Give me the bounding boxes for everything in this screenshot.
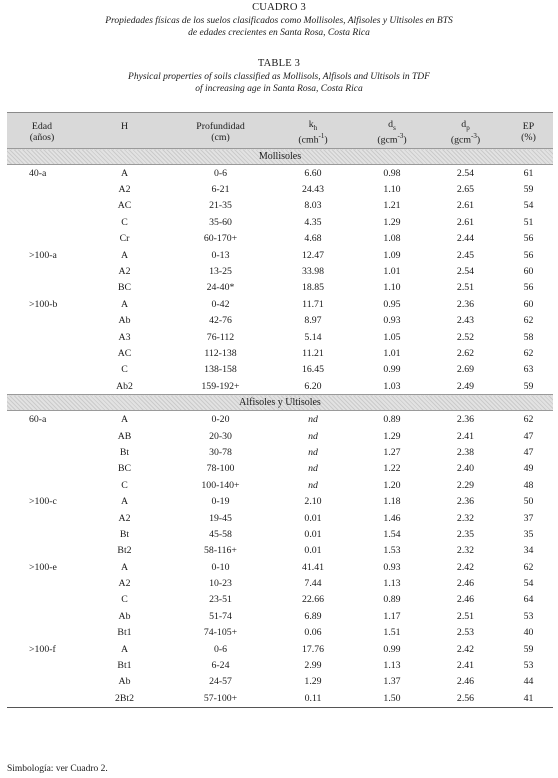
cell-h: A bbox=[120, 249, 129, 261]
cell-ep: 37 bbox=[523, 512, 534, 524]
cell-dp: 2.61 bbox=[456, 200, 475, 212]
cell-h: Bt2 bbox=[117, 545, 132, 557]
table-row bbox=[7, 657, 553, 673]
cell-ep: 49 bbox=[523, 463, 534, 475]
cell-profundidad: 23-51 bbox=[209, 594, 232, 606]
cell-ds: 1.08 bbox=[383, 233, 401, 245]
cell-profundidad: 35-60 bbox=[209, 216, 232, 228]
cell-profundidad: 58-116+ bbox=[204, 545, 237, 557]
cell-edad bbox=[7, 543, 77, 559]
col-h: H bbox=[77, 113, 172, 133]
cell-ds: 1.17 bbox=[383, 610, 401, 622]
cell-h: AC bbox=[117, 200, 132, 212]
cell-profundidad: 112-138 bbox=[204, 347, 237, 359]
cell-ds: 1.50 bbox=[357, 690, 427, 707]
table-row bbox=[7, 411, 553, 428]
table-row bbox=[7, 625, 553, 641]
cell-ep: 41 bbox=[504, 690, 553, 707]
cell-edad bbox=[7, 231, 77, 247]
cell-h: A bbox=[120, 561, 129, 573]
unit-ep: (%) bbox=[504, 132, 553, 149]
cell-ep: 53 bbox=[523, 610, 534, 622]
cell-dp: 2.41 bbox=[456, 430, 475, 442]
cell-kh: 0.06 bbox=[304, 627, 322, 639]
cell-ds: 1.20 bbox=[383, 479, 401, 491]
cell-kh: 0.11 bbox=[269, 690, 357, 707]
cell-ep: 64 bbox=[523, 594, 534, 606]
cell-ds: 1.21 bbox=[383, 200, 401, 212]
cell-profundidad: 76-112 bbox=[206, 331, 235, 343]
cell-h: A2 bbox=[118, 266, 131, 278]
cell-h: Ab2 bbox=[116, 380, 133, 392]
cell-dp: 2.53 bbox=[456, 627, 475, 639]
cell-kh: 2.10 bbox=[304, 496, 322, 508]
cell-edad: 40-a bbox=[29, 167, 47, 179]
table-row bbox=[7, 198, 553, 214]
cell-ds: 0.95 bbox=[383, 298, 401, 310]
table-row bbox=[7, 214, 553, 230]
cell-h: A bbox=[120, 643, 129, 655]
cuadro-subtitle-line-2: de edades crecientes en Santa Rosa, Costa Rica bbox=[188, 28, 370, 38]
cell-kh: 0.01 bbox=[304, 545, 322, 557]
cell-edad bbox=[7, 657, 77, 673]
cell-h: Bt1 bbox=[117, 627, 132, 639]
cell-ds: 1.10 bbox=[383, 184, 401, 196]
cell-kh: 5.14 bbox=[304, 331, 322, 343]
cell-h: Bt bbox=[119, 446, 130, 458]
cell-ep: 56 bbox=[523, 282, 534, 294]
section-header-row bbox=[7, 149, 553, 165]
cell-dp: 2.36 bbox=[456, 414, 475, 426]
cell-profundidad: 42-76 bbox=[209, 315, 232, 327]
table-row bbox=[7, 575, 553, 591]
cell-ep: 59 bbox=[523, 643, 534, 655]
cell-ds: 1.54 bbox=[383, 528, 401, 540]
cell-ep: 62 bbox=[523, 315, 534, 327]
soil-properties-table bbox=[7, 112, 553, 708]
cell-edad bbox=[7, 526, 77, 542]
table-row bbox=[7, 690, 553, 707]
cell-ep: 35 bbox=[523, 528, 534, 540]
cell-profundidad: 19-45 bbox=[209, 512, 232, 524]
cell-h: A bbox=[120, 298, 129, 310]
table-title: TABLE 3 bbox=[257, 58, 301, 69]
cell-ep: 62 bbox=[523, 347, 534, 359]
cell-kh: 11.71 bbox=[302, 298, 324, 310]
cell-edad bbox=[7, 428, 77, 444]
cell-h: BC bbox=[117, 282, 132, 294]
cell-edad: >100-f bbox=[29, 643, 56, 655]
col-profundidad: Profundidad bbox=[172, 113, 269, 133]
cell-dp: 2.42 bbox=[456, 561, 475, 573]
cell-dp: 2.42 bbox=[456, 643, 475, 655]
table-row bbox=[7, 592, 553, 608]
cell-profundidad: 78-100 bbox=[206, 463, 235, 475]
col-ep: EP bbox=[504, 113, 553, 133]
table-row bbox=[7, 313, 553, 329]
cell-dp: 2.54 bbox=[456, 167, 475, 179]
cell-h: 2Bt2 bbox=[77, 690, 172, 707]
cell-profundidad: 13-25 bbox=[209, 266, 232, 278]
cell-edad bbox=[7, 608, 77, 624]
cell-profundidad: 74-105+ bbox=[203, 627, 238, 639]
cell-dp: 2.65 bbox=[456, 184, 475, 196]
cell-kh: 12.47 bbox=[301, 249, 325, 261]
cell-profundidad: 24-40* bbox=[206, 282, 235, 294]
table-row bbox=[7, 280, 553, 296]
cell-kh: 8.97 bbox=[304, 315, 322, 327]
table-row bbox=[7, 510, 553, 526]
cuadro-subtitle-line-1: Propiedades físicas de los suelos clasificados como Mollisoles, Alfisoles y Ultisoles en BTS bbox=[105, 16, 453, 26]
cell-ds: 1.01 bbox=[383, 347, 401, 359]
cell-profundidad: 21-35 bbox=[209, 200, 232, 212]
table-row bbox=[7, 641, 553, 657]
cell-h: Bt1 bbox=[117, 660, 132, 672]
cell-ep: 34 bbox=[523, 545, 534, 557]
cell-h: Cr bbox=[119, 233, 130, 245]
cell-dp: 2.46 bbox=[456, 676, 475, 688]
cell-dp: 2.51 bbox=[456, 282, 475, 294]
table-row bbox=[7, 181, 553, 197]
cell-profundidad: 0-42 bbox=[211, 298, 230, 310]
table-subtitle-line-1: Physical properties of soils classified as Mollisols, Alfisols and Ultisols in TDF bbox=[128, 72, 430, 82]
cell-dp: 2.49 bbox=[456, 380, 475, 392]
cell-h: Ab bbox=[118, 315, 131, 327]
cell-profundidad: 0-10 bbox=[211, 561, 230, 573]
unit-edad: (años) bbox=[7, 132, 77, 149]
cell-dp: 2.46 bbox=[456, 594, 475, 606]
cell-ep: 59 bbox=[523, 380, 534, 392]
table-row bbox=[7, 444, 553, 460]
cell-ep: 54 bbox=[523, 578, 534, 590]
cell-edad: 60-a bbox=[29, 414, 47, 426]
cell-dp: 2.61 bbox=[456, 216, 475, 228]
table-row bbox=[7, 543, 553, 559]
cell-kh: nd bbox=[308, 479, 318, 491]
cell-profundidad: 159-192+ bbox=[201, 380, 240, 392]
cell-kh: 6.89 bbox=[304, 610, 322, 622]
cell-dp: 2.45 bbox=[456, 249, 475, 261]
cell-ds: 1.01 bbox=[383, 266, 401, 278]
cell-dp: 2.29 bbox=[456, 479, 475, 491]
cell-edad bbox=[7, 575, 77, 591]
cell-profundidad: 6-24 bbox=[211, 660, 230, 672]
cell-kh: 22.66 bbox=[301, 594, 325, 606]
cell-ds: 0.99 bbox=[383, 364, 401, 376]
cell-h: AC bbox=[117, 347, 132, 359]
cell-profundidad: 0-20 bbox=[211, 414, 230, 426]
table-row bbox=[7, 428, 553, 444]
cell-dp: 2.43 bbox=[456, 315, 475, 327]
table-row bbox=[7, 378, 553, 395]
cell-ds: 1.18 bbox=[383, 496, 401, 508]
cell-ds: 0.93 bbox=[383, 561, 401, 573]
cell-profundidad: 0-19 bbox=[211, 496, 230, 508]
cell-edad bbox=[7, 345, 77, 361]
table-row bbox=[7, 608, 553, 624]
cell-kh: 17.76 bbox=[301, 643, 325, 655]
table-row bbox=[7, 559, 553, 575]
cell-dp: 2.44 bbox=[456, 233, 475, 245]
cell-h: A bbox=[120, 496, 129, 508]
unit-ds: (gcm$^{-3}$) bbox=[357, 132, 427, 149]
cell-edad: >100-c bbox=[29, 496, 57, 508]
cell-ds: 1.51 bbox=[383, 627, 401, 639]
table-row bbox=[7, 247, 553, 263]
cell-ep: 47 bbox=[523, 446, 534, 458]
cell-ds: 0.89 bbox=[383, 414, 401, 426]
cell-ep: 54 bbox=[523, 200, 534, 212]
cell-edad: >100-e bbox=[29, 561, 57, 573]
table-row bbox=[7, 296, 553, 312]
cell-kh: 6.60 bbox=[304, 167, 322, 179]
cell-ep: 51 bbox=[523, 216, 534, 228]
col-dp: $d_p$ bbox=[427, 113, 504, 133]
cell-edad bbox=[7, 510, 77, 526]
cell-h: A bbox=[120, 167, 129, 179]
cell-ds: 1.05 bbox=[383, 331, 401, 343]
cell-ds: 1.03 bbox=[383, 380, 401, 392]
cell-ep: 56 bbox=[523, 233, 534, 245]
cell-ep: 59 bbox=[523, 184, 534, 196]
cell-edad bbox=[7, 214, 77, 230]
cell-kh: 2.99 bbox=[304, 660, 322, 672]
cell-dp: 2.69 bbox=[456, 364, 475, 376]
col-edad: Edad bbox=[7, 113, 77, 133]
cell-ep: 62 bbox=[523, 414, 534, 426]
cell-profundidad: 24-57 bbox=[209, 676, 232, 688]
cell-ds: 1.22 bbox=[383, 463, 401, 475]
cell-dp: 2.62 bbox=[456, 347, 475, 359]
header-row-units bbox=[7, 132, 553, 149]
table-row bbox=[7, 362, 553, 378]
unit-dp: (gcm$^{-3}$) bbox=[427, 132, 504, 149]
cell-dp: 2.52 bbox=[456, 331, 475, 343]
cell-h: C bbox=[121, 216, 128, 228]
cell-edad bbox=[7, 280, 77, 296]
cell-ds: 1.29 bbox=[383, 430, 401, 442]
cell-h: C bbox=[121, 364, 128, 376]
cell-profundidad: 138-158 bbox=[204, 364, 237, 376]
cell-dp: 2.41 bbox=[456, 660, 475, 672]
cell-edad bbox=[7, 444, 77, 460]
cell-kh: 24.43 bbox=[301, 184, 325, 196]
cell-ds: 1.53 bbox=[383, 545, 401, 557]
cell-dp: 2.54 bbox=[456, 266, 475, 278]
cell-profundidad: 0-13 bbox=[211, 249, 230, 261]
table-row bbox=[7, 263, 553, 279]
cell-ds: 0.89 bbox=[383, 594, 401, 606]
cell-kh: 6.20 bbox=[304, 380, 322, 392]
table-row bbox=[7, 526, 553, 542]
cell-ep: 48 bbox=[523, 479, 534, 491]
cell-dp: 2.36 bbox=[456, 496, 475, 508]
cell-ds: 0.93 bbox=[383, 315, 401, 327]
table-row bbox=[7, 231, 553, 247]
cell-edad bbox=[7, 625, 77, 641]
cell-ds: 0.98 bbox=[383, 167, 401, 179]
cell-dp: 2.56 bbox=[427, 690, 504, 707]
cell-profundidad: 60-170+ bbox=[203, 233, 238, 245]
cell-profundidad: 10-23 bbox=[209, 578, 232, 590]
cell-edad bbox=[7, 313, 77, 329]
cell-profundidad: 0-6 bbox=[213, 643, 228, 655]
cell-ds: 1.10 bbox=[383, 282, 401, 294]
cell-edad: >100-b bbox=[29, 298, 58, 310]
footnote: Simbología: ver Cuadro 2. bbox=[7, 764, 108, 774]
cell-edad bbox=[7, 592, 77, 608]
cell-profundidad: 6-21 bbox=[211, 184, 230, 196]
cell-ds: 1.37 bbox=[383, 676, 401, 688]
cell-profundidad: 20-30 bbox=[209, 430, 232, 442]
cell-ds: 0.99 bbox=[383, 643, 401, 655]
cell-h: Ab bbox=[118, 610, 131, 622]
cell-ep: 56 bbox=[523, 249, 534, 261]
unit-profundidad: (cm) bbox=[172, 132, 269, 149]
section-label: Mollisoles bbox=[7, 149, 553, 165]
cell-kh: 33.98 bbox=[301, 266, 325, 278]
cell-ep: 47 bbox=[523, 430, 534, 442]
unit-kh: (cmh$^{-1}$) bbox=[269, 132, 357, 149]
cell-kh: 1.29 bbox=[304, 676, 322, 688]
cell-edad bbox=[7, 181, 77, 197]
cell-h: Ab bbox=[118, 676, 131, 688]
cell-kh: 11.21 bbox=[302, 347, 324, 359]
cell-profundidad: 0-6 bbox=[213, 167, 228, 179]
table-subtitle-line-2: of increasing age in Santa Rosa, Costa Rica bbox=[195, 84, 363, 94]
cell-h: A3 bbox=[118, 331, 131, 343]
cell-h: C bbox=[121, 594, 128, 606]
cell-dp: 2.32 bbox=[456, 545, 475, 557]
cuadro-title: CUADRO 3 bbox=[252, 2, 306, 13]
cell-ep: 44 bbox=[523, 676, 534, 688]
cell-ep: 60 bbox=[523, 298, 534, 310]
cell-dp: 2.35 bbox=[456, 528, 475, 540]
cell-ds: 1.46 bbox=[383, 512, 401, 524]
cell-dp: 2.51 bbox=[456, 610, 475, 622]
cell-kh: 8.03 bbox=[304, 200, 322, 212]
cell-kh: 18.85 bbox=[301, 282, 325, 294]
cell-dp: 2.46 bbox=[456, 578, 475, 590]
cell-kh: 4.35 bbox=[304, 216, 322, 228]
table-row bbox=[7, 674, 553, 690]
table-row bbox=[7, 165, 553, 182]
unit-h bbox=[77, 132, 172, 149]
cell-kh: 16.45 bbox=[301, 364, 325, 376]
cell-h: A2 bbox=[118, 184, 131, 196]
cell-kh: 4.68 bbox=[304, 233, 322, 245]
table-row bbox=[7, 493, 553, 509]
cell-profundidad: 30-78 bbox=[209, 446, 232, 458]
cell-h: A2 bbox=[118, 512, 131, 524]
cell-dp: 2.36 bbox=[456, 298, 475, 310]
cell-edad bbox=[7, 477, 77, 493]
cell-edad bbox=[7, 198, 77, 214]
cell-kh: nd bbox=[308, 430, 318, 442]
cell-edad bbox=[7, 378, 77, 395]
cell-ep: 61 bbox=[523, 167, 534, 179]
cell-ds: 1.27 bbox=[383, 446, 401, 458]
section-label: Alfisoles y Ultisoles bbox=[7, 395, 553, 411]
cell-ds: 1.29 bbox=[383, 216, 401, 228]
cell-edad bbox=[7, 674, 77, 690]
cell-dp: 2.32 bbox=[456, 512, 475, 524]
cell-profundidad: 100-140+ bbox=[201, 479, 240, 491]
cell-kh: nd bbox=[308, 414, 318, 426]
cell-edad bbox=[7, 690, 77, 707]
cell-ep: 40 bbox=[523, 627, 534, 639]
col-ds: $d_s$ bbox=[357, 113, 427, 133]
cell-ds: 1.13 bbox=[383, 660, 401, 672]
cell-h: AB bbox=[117, 430, 132, 442]
cell-h: A2 bbox=[118, 578, 131, 590]
cell-ep: 58 bbox=[523, 331, 534, 343]
header-row-names bbox=[7, 113, 553, 133]
cell-kh: nd bbox=[308, 463, 318, 475]
cell-h: Bt bbox=[119, 528, 130, 540]
table-row bbox=[7, 329, 553, 345]
table-row bbox=[7, 345, 553, 361]
cell-dp: 2.40 bbox=[456, 463, 475, 475]
col-kh: $k_h$ bbox=[269, 113, 357, 133]
table-row bbox=[7, 461, 553, 477]
cell-h: A bbox=[120, 414, 129, 426]
cell-profundidad: 51-74 bbox=[209, 610, 232, 622]
cell-h: C bbox=[121, 479, 128, 491]
cell-h: BC bbox=[117, 463, 132, 475]
cell-ep: 63 bbox=[523, 364, 534, 376]
cell-edad: >100-a bbox=[29, 249, 57, 261]
cell-kh: 0.01 bbox=[304, 512, 322, 524]
cell-edad bbox=[7, 263, 77, 279]
cell-edad bbox=[7, 461, 77, 477]
cell-dp: 2.38 bbox=[456, 446, 475, 458]
cell-ep: 60 bbox=[523, 266, 534, 278]
cell-ep: 50 bbox=[523, 496, 534, 508]
cell-profundidad: 57-100+ bbox=[172, 690, 269, 707]
cell-ds: 1.13 bbox=[383, 578, 401, 590]
cell-profundidad: 45-58 bbox=[209, 528, 232, 540]
cell-kh: 0.01 bbox=[304, 528, 322, 540]
cell-edad bbox=[7, 329, 77, 345]
cell-kh: 41.41 bbox=[301, 561, 325, 573]
cell-ep: 62 bbox=[523, 561, 534, 573]
cell-kh: 7.44 bbox=[304, 578, 322, 590]
cell-kh: nd bbox=[308, 446, 318, 458]
table-row bbox=[7, 477, 553, 493]
cell-ds: 1.09 bbox=[383, 249, 401, 261]
section-header-row bbox=[7, 395, 553, 411]
cell-ep: 53 bbox=[523, 660, 534, 672]
cell-edad bbox=[7, 362, 77, 378]
